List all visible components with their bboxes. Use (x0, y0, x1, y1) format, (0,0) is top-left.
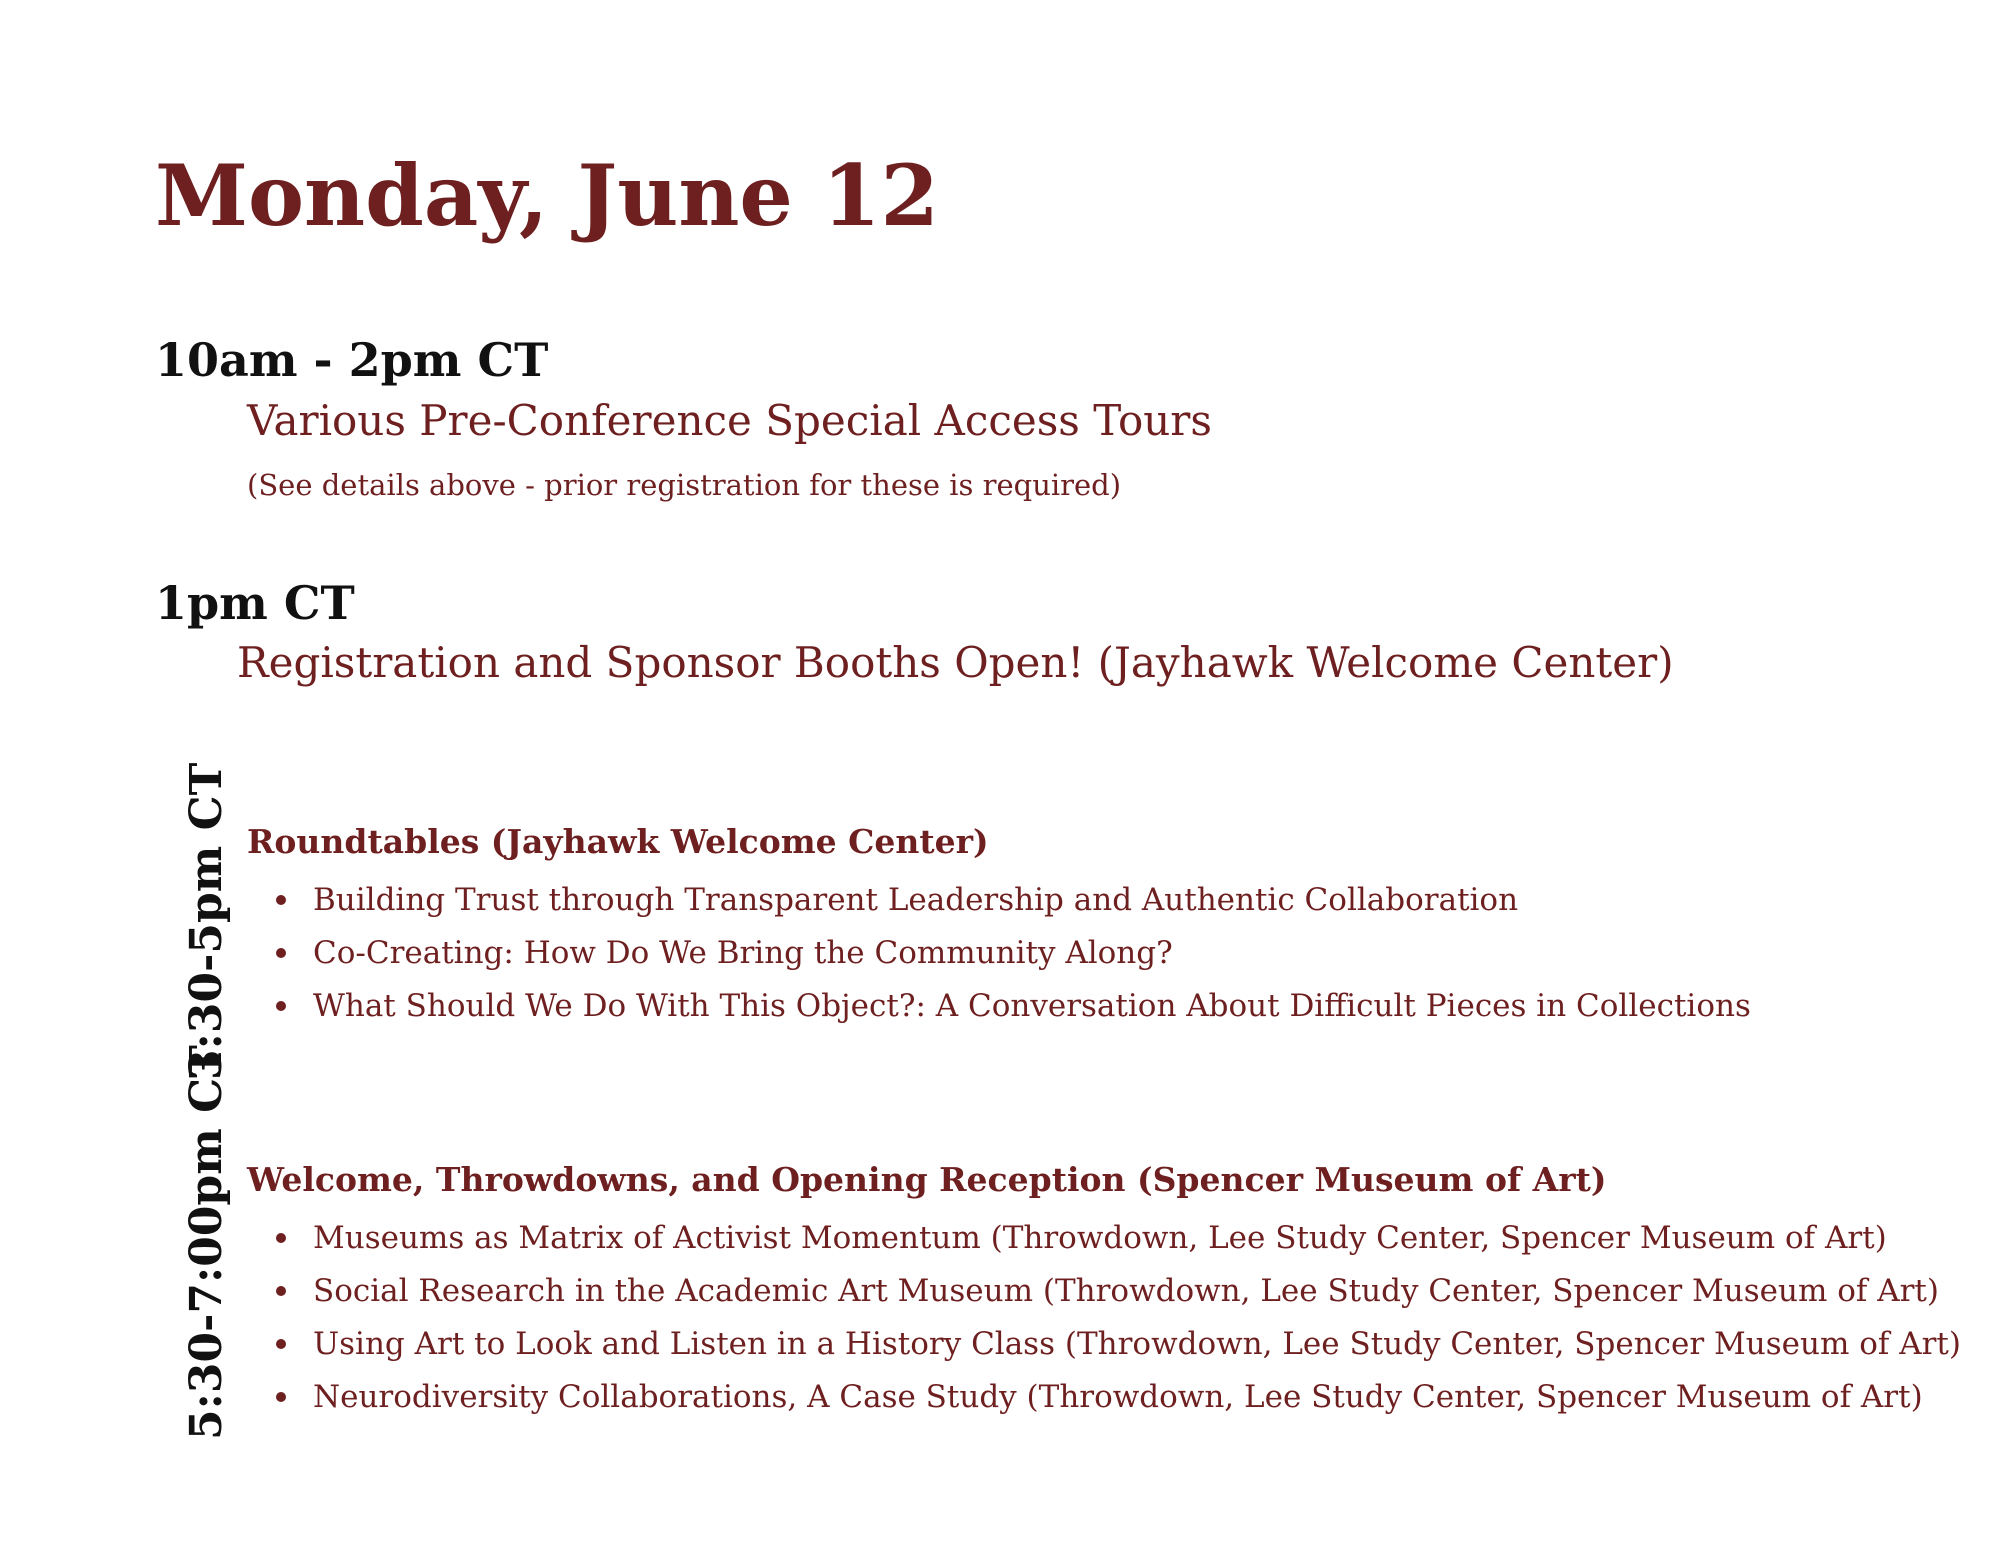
event-special-access-tours: Various Pre-Conference Special Access Tours (247, 396, 1212, 445)
roundtables-list (276, 874, 1751, 1033)
list-item (276, 1318, 1961, 1371)
bullet-icon (276, 895, 286, 905)
list-item-label: What Should We Do With This Object?: A Conversation About Difficult Pieces in Collections (313, 988, 1751, 1024)
list-item-label: Building Trust through Transparent Leadership and Authentic Collaboration (313, 882, 1519, 918)
list-item (276, 980, 1751, 1033)
bullet-icon (276, 1339, 286, 1349)
time-1pm: 1pm CT (155, 576, 355, 630)
list-item-label: Museums as Matrix of Activist Momentum (Throwdown, Lee Study Center, Spencer Museum of Art) (313, 1220, 1887, 1256)
event-note: (See details above - prior registration for these is required) (247, 468, 1122, 502)
page-title: Monday, June 12 (155, 146, 939, 245)
list-item-label: Neurodiversity Collaborations, A Case Study (Throwdown, Lee Study Center, Spencer Museum of Art) (313, 1379, 1923, 1415)
event-registration-open: Registration and Sponsor Booths Open! (Jayhawk Welcome Center) (237, 638, 1674, 687)
list-item (276, 927, 1751, 980)
bullet-icon (276, 1001, 286, 1011)
list-item-label: Using Art to Look and Listen in a History Class (Throwdown, Lee Study Center, Spencer Museum of Art) (313, 1326, 1961, 1362)
section-heading-welcome: Welcome, Throwdowns, and Opening Reception (Spencer Museum of Art) (247, 1160, 1607, 1199)
section-heading-roundtables: Roundtables (Jayhawk Welcome Center) (247, 822, 989, 861)
time-10am-2pm: 10am - 2pm CT (155, 333, 549, 387)
bullet-icon (276, 948, 286, 958)
time-5-30-7pm-vertical: 5:30-7:00pm CT (181, 1045, 232, 1440)
list-item (276, 1371, 1961, 1424)
time-3-30-5pm-vertical: 3:30-5pm CT (181, 762, 232, 1080)
bullet-icon (276, 1392, 286, 1402)
list-item-label: Social Research in the Academic Art Museum (Throwdown, Lee Study Center, Spencer Museum of Art) (313, 1273, 1939, 1309)
list-item (276, 874, 1751, 927)
list-item (276, 1212, 1961, 1265)
welcome-list (276, 1212, 1961, 1424)
list-item-label: Co-Creating: How Do We Bring the Community Along? (313, 935, 1173, 971)
bullet-icon (276, 1286, 286, 1296)
list-item (276, 1265, 1961, 1318)
bullet-icon (276, 1233, 286, 1243)
